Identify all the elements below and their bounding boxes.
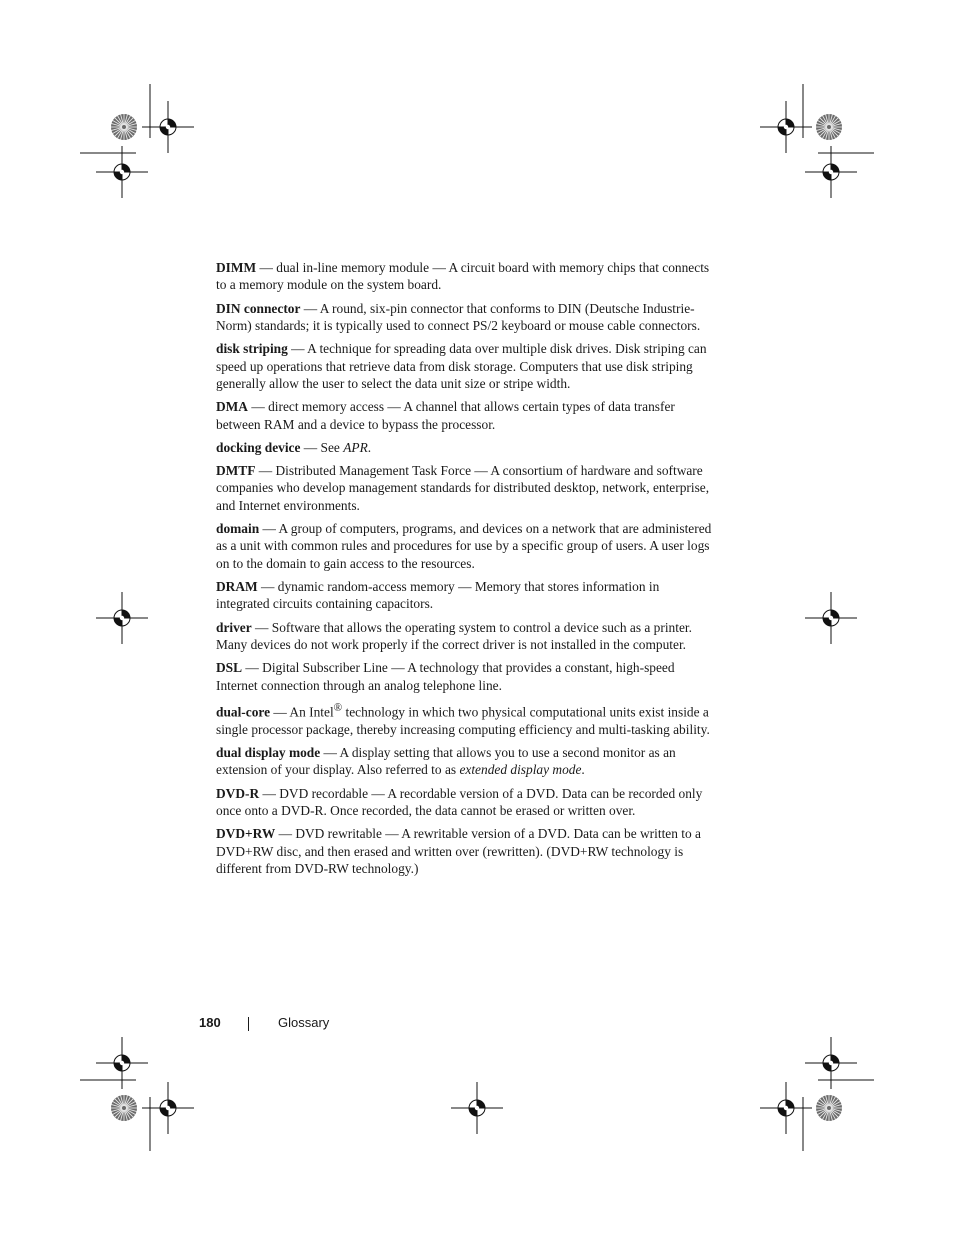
definition-tail: . — [367, 439, 372, 455]
definition: — Distributed Management Task Force — A consortium of hardware and software companies who develop management standards for distributed desktop, network, enterprise, and Internet environments. — [216, 463, 710, 513]
definition: — DVD rewritable — A rewritable version of a DVD. Data can be written to a DVD+RW disc, and then erased and written over (rewritten). (DVD+RW technology is different from DVD-RW technology.) — [216, 826, 701, 877]
glossary-entry-docking-device — [216, 439, 714, 456]
term: DVD-R — [216, 785, 260, 801]
definition: — A display setting that allows you to use a second monitor as an extension of your display. Also referred to as — [216, 744, 676, 778]
starburst-target-icon — [111, 1095, 137, 1121]
footer-divider — [248, 1017, 249, 1031]
definition-continued: technology in which two physical computational units exist inside a single processor package, thereby increasing computing efficiency and multi-tasking ability. — [216, 704, 710, 737]
term: driver — [216, 619, 252, 635]
term: dual-core — [216, 704, 271, 720]
crosshair-registration-icon — [805, 146, 857, 198]
glossary-entry-dma — [216, 398, 714, 433]
glossary-entry-dram — [216, 578, 714, 613]
crosshair-registration-icon — [805, 1037, 857, 1089]
definition: — DVD recordable — A recordable version of a DVD. Data can be recorded only once onto a DVD-R. Once recorded, the data cannot be erased or written over. — [216, 785, 703, 818]
glossary-entry-dvd-rw — [216, 825, 714, 877]
crosshair-registration-icon — [96, 146, 148, 198]
glossary-entry-driver — [216, 619, 714, 654]
page-number: 180 — [199, 1015, 221, 1030]
crosshair-registration-icon — [96, 1037, 148, 1089]
term: disk striping — [216, 341, 288, 357]
term: domain — [216, 521, 260, 537]
glossary-entry-dual-display-mode — [216, 744, 714, 779]
glossary-entry-dmtf — [216, 462, 714, 514]
definition: — Software that allows the operating system to control a device such as a printer. Many devices do not work properly if the correct driver is not installed in the computer. — [216, 619, 692, 653]
glossary-entry-domain — [216, 520, 714, 572]
cross-reference-link[interactable]: extended display mode — [459, 762, 582, 778]
glossary-entry-dimm — [216, 259, 714, 294]
starburst-target-icon — [816, 1095, 842, 1121]
glossary-entry-din-connector — [216, 300, 714, 335]
starburst-target-icon — [111, 114, 137, 140]
crosshair-registration-icon — [96, 592, 148, 644]
starburst-target-icon — [816, 114, 842, 140]
glossary-entry-dual-core — [216, 700, 714, 738]
crosshair-registration-icon — [451, 1082, 503, 1134]
term: DSL — [216, 660, 243, 676]
section-name: Glossary — [278, 1015, 330, 1030]
cross-reference-link[interactable]: APR — [343, 439, 368, 455]
definition-tail: . — [581, 762, 585, 778]
glossary-entry-disk-striping — [216, 340, 714, 392]
definition: — An Intel — [270, 704, 334, 720]
glossary-entry-dsl — [216, 659, 714, 694]
definition: — dynamic random-access memory — Memory that stores information in integrated circuits containing capacitors. — [216, 579, 660, 612]
glossary-content — [216, 259, 714, 883]
definition: — A round, six-pin connector that conforms to DIN (Deutsche Industrie-Norm) standards; it is typically used to connect PS/2 keyboard or mouse cable connectors. — [216, 300, 701, 334]
definition: — direct memory access — A channel that allows certain types of data transfer between RAM and a device to bypass the processor. — [216, 399, 675, 432]
definition: — Digital Subscriber Line — A technology that provides a constant, high-speed Internet connection through an analog telephone line. — [216, 660, 675, 693]
definition: — A technique for spreading data over multiple disk drives. Disk striping can speed up operations that retrieve data from disk storage. Computers that use disk striping generally allow the user to select the data unit size or stripe width. — [216, 341, 707, 392]
definition: — dual in-line memory module — A circuit board with memory chips that connects to a memory module on the system board. — [216, 260, 710, 293]
crosshair-registration-icon — [760, 101, 812, 153]
term: DVD+RW — [216, 826, 276, 842]
term: DRAM — [216, 579, 258, 595]
term: dual display mode — [216, 744, 321, 760]
term: DMTF — [216, 463, 256, 479]
term: docking device — [216, 439, 301, 455]
crosshair-registration-icon — [760, 1082, 812, 1134]
term: DIN connector — [216, 300, 301, 316]
glossary-entry-dvd-r — [216, 785, 714, 820]
crosshair-registration-icon — [805, 592, 857, 644]
term: DMA — [216, 399, 248, 415]
definition: — A group of computers, programs, and devices on a network that are administered as a unit with common rules and procedures for use by a specific group of users. A user logs on to the domain to gain access to the resources. — [216, 521, 712, 571]
registered-trademark: ® — [333, 701, 343, 714]
term: DIMM — [216, 260, 257, 275]
definition: — See — [300, 439, 344, 455]
